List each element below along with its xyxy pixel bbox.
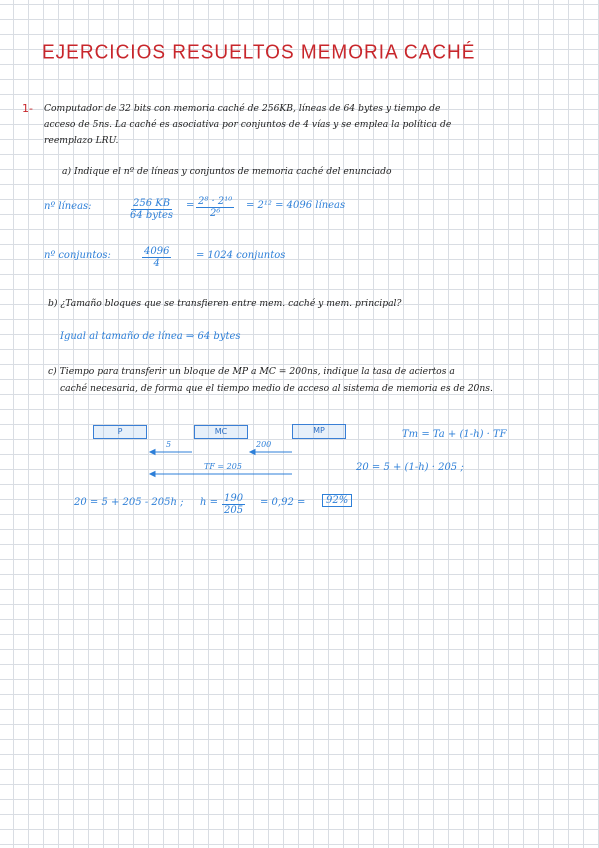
- exercise-number: 1-: [22, 102, 33, 115]
- solve-result: [322, 495, 352, 506]
- solve-equation: 20 = 5 + 205 - 205h ;: [74, 497, 184, 508]
- part-c-question-line-2: caché necesaria, de forma que el tiempo medio de acceso al sistema de memoria es de 20ns.: [60, 383, 493, 394]
- sets-denominator: 4: [153, 258, 160, 269]
- arrow-head-1: [150, 450, 155, 455]
- sets-numerator: 4096: [144, 246, 170, 257]
- formula-substituted: 20 = 5 + (1-h) · 205 ;: [356, 462, 464, 473]
- cache-box: MC: [194, 425, 248, 439]
- arrow-head-2: [250, 450, 255, 455]
- lines-numerator: 256 KB: [132, 198, 171, 209]
- solve-denominator: 205: [224, 505, 244, 516]
- part-a-question: a) Indique el nº de líneas y conjuntos de memoria caché del enunciado: [62, 166, 392, 177]
- main-memory-box: MP: [292, 424, 346, 439]
- sets-label: nº conjuntos:: [44, 250, 111, 261]
- statement-line-3: reemplazo LRU.: [44, 135, 119, 146]
- statement-line-2: acceso de 5ns. La caché es asociativa por conjuntos de 4 vías y se emplea la política de: [44, 119, 452, 130]
- lines-power-denominator: 2⁶: [209, 208, 221, 219]
- part-b-question: b) ¿Tamaño bloques que se transfieren entre mem. caché y mem. principal?: [48, 298, 402, 309]
- arrow-head-3: [150, 472, 155, 477]
- lines-equals: =: [186, 200, 195, 211]
- page-title: EJERCICIOS RESUELTOS MEMORIA CACHÉ: [42, 41, 476, 64]
- lines-result: = 2¹² = 4096 líneas: [246, 200, 346, 211]
- solve-fraction: [222, 493, 245, 516]
- lines-label: nº líneas:: [44, 201, 92, 212]
- part-c-question-line-1: c) Tiempo para transferir un bloque de MP a MC = 200ns, indique la tasa de aciertos a: [48, 366, 455, 377]
- arrow-label-tf: TF = 205: [204, 462, 242, 471]
- statement-line-1: Computador de 32 bits con memoria caché de 256KB, líneas de 64 bytes y tiempo de: [44, 103, 441, 114]
- arrow-label-200: 200: [256, 440, 272, 449]
- solve-decimal: = 0,92 =: [260, 497, 306, 508]
- lines-power-numerator: 2⁸ · 2¹⁰: [198, 196, 233, 207]
- formula-access-time: Tm = Ta + (1-h) · TF: [402, 429, 507, 440]
- result-box: 92%: [322, 494, 352, 507]
- arrow-label-5: 5: [166, 440, 172, 449]
- part-b-answer: Igual al tamaño de línea ⇒ 64 bytes: [60, 331, 241, 342]
- lines-denominator: 64 bytes: [130, 210, 174, 221]
- solve-numerator: 190: [224, 493, 244, 504]
- sets-result: = 1024 conjuntos: [196, 250, 286, 261]
- processor-box: P: [93, 425, 147, 439]
- solve-h-label: h =: [200, 497, 218, 508]
